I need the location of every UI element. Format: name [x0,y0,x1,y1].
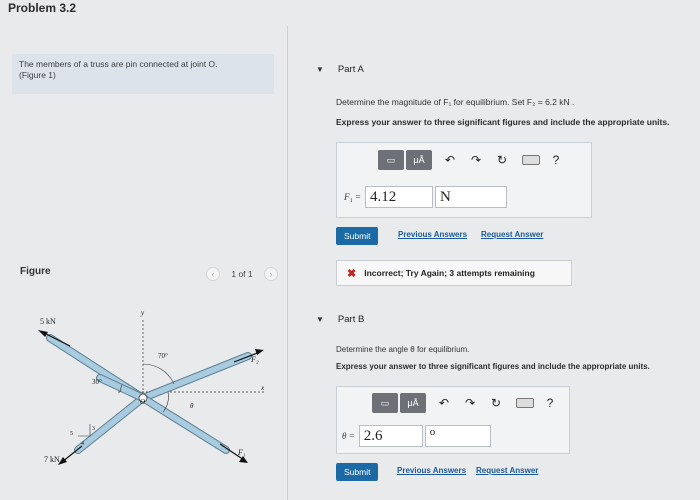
part-a-answer-row [344,186,507,208]
reset-icon[interactable]: ↻ [496,153,508,167]
f1-value-input[interactable]: 4.12 [365,186,433,208]
angle-70-arc [143,364,174,384]
collapse-triangle-icon[interactable]: ▼ [316,65,324,74]
label-f1: F₁ [238,448,246,457]
templates-button[interactable]: ▭ [372,393,398,413]
part-b-header[interactable] [316,314,364,325]
pager-text: 1 of 1 [231,269,253,279]
units-button[interactable]: μÅ [406,150,432,170]
theta-unit-input[interactable]: o [425,425,491,447]
label-origin: O [140,398,146,406]
pager-next-button[interactable]: › [264,267,278,281]
slope-triangle [78,424,90,436]
keyboard-icon[interactable] [522,155,540,165]
label-slope-3: 3 [92,426,95,432]
arrow-5kn-head [38,330,48,337]
keyboard-icon[interactable] [516,398,534,408]
label-slope-5: 5 [70,431,73,437]
redo-icon[interactable]: ↷ [470,153,482,167]
help-icon[interactable]: ? [546,396,554,410]
f1-label: F₁ = [344,192,361,202]
part-b-toolbar [372,393,560,413]
part-b-request-answer-link[interactable]: Request Answer [476,466,539,475]
member-7kn-fill [78,398,146,450]
figure-link[interactable]: (Figure 1) [19,70,56,80]
pager-prev-button[interactable]: ‹ [206,267,220,281]
label-axis-x: x [261,384,265,392]
undo-icon[interactable]: ↶ [438,396,450,410]
templates-button[interactable]: ▭ [378,150,404,170]
label-theta: θ [190,402,194,410]
part-a-express: Express your answer to three significant figures and include the appropriate units. [336,117,670,127]
undo-icon[interactable]: ↶ [444,153,456,167]
problem-text: The members of a truss are pin connected at joint O. [19,59,218,69]
part-a-submit-button[interactable]: Submit [336,227,378,245]
part-b-answer-row [342,425,491,447]
part-a-instruction: Determine the magnitude of F₁ for equilibrium. Set F₂ = 6.2 kN . [336,97,575,107]
part-a-feedback [336,260,572,286]
help-icon[interactable]: ? [552,153,560,167]
theta-label: θ = [342,431,355,441]
member-f1-fill [143,398,226,450]
label-axis-y: y [141,309,145,317]
problem-statement [12,54,274,94]
part-a-label: Part A [337,64,364,75]
truss-figure [8,300,284,490]
part-b-submit-button[interactable]: Submit [336,463,378,481]
feedback-text: Incorrect; Try Again; 3 attempts remaining [364,268,535,278]
label-70: 70° [158,352,168,360]
label-7kn: 7 kN [44,455,60,464]
part-b-label: Part B [337,314,365,325]
figure-header: Figure [20,266,51,277]
part-a-header[interactable] [316,64,364,75]
label-5kn: 5 kN [40,317,56,326]
panel-divider [287,26,288,500]
label-slope-4: 4 [81,441,84,447]
label-f2: F₂ [251,355,259,364]
page-title: Problem 3.2 [8,1,77,15]
part-b-instruction: Determine the angle θ for equilibrium. [336,345,470,354]
part-a-previous-answers-link[interactable]: Previous Answers [398,230,468,239]
part-a-request-answer-link[interactable]: Request Answer [481,230,544,239]
f1-unit-input[interactable]: N [435,186,507,208]
theta-value-input[interactable]: 2.6 [359,425,423,447]
collapse-triangle-icon[interactable]: ▼ [316,315,324,324]
part-b-express: Express your answer to three significant figures and include the appropriate units. [336,362,650,371]
figure-pager [206,266,278,282]
redo-icon[interactable]: ↷ [464,396,476,410]
units-button[interactable]: μÅ [400,393,426,413]
incorrect-x-icon: ✖ [347,267,357,280]
part-b-previous-answers-link[interactable]: Previous Answers [397,466,467,475]
reset-icon[interactable]: ↻ [490,396,502,410]
label-30: 30° [92,378,102,386]
part-a-toolbar [378,150,566,170]
